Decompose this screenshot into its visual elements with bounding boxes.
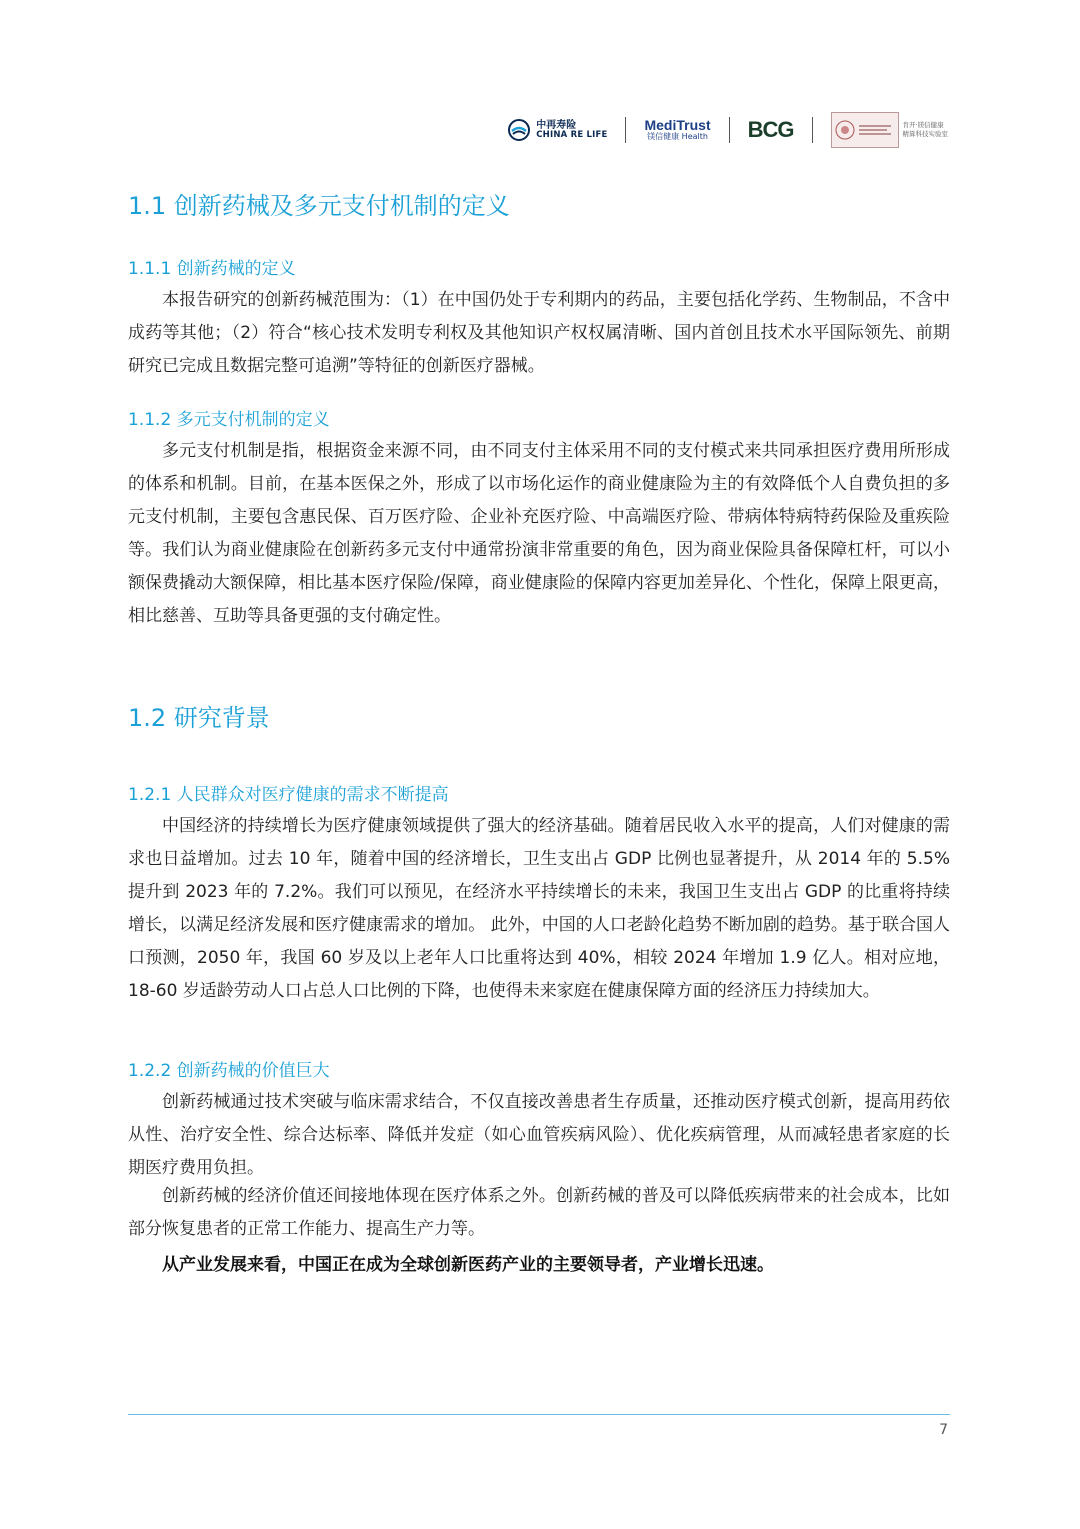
logo-divider: [729, 117, 730, 143]
meditrust-name: MediTrust: [644, 117, 711, 134]
section-1-2-2-paragraph-2: 创新药械的经济价值还间接地体现在医疗体系之外。创新药械的普及可以降低疾病带来的社会成本，比如部分恢复患者的正常工作能力、提高生产力等。: [128, 1186, 950, 1239]
header-logos: [508, 110, 948, 150]
section-1-2-2-paragraph-bold: 从产业发展来看，中国正在成为全球创新医药产业的主要领导者，产业增长迅速。: [162, 1255, 774, 1275]
pku-lab-logo: [831, 112, 949, 148]
china-re-life-logo: [508, 119, 607, 141]
bcg-logo: [748, 117, 794, 143]
meditrust-logo: [644, 118, 710, 141]
section-1-1-title: 1.1 创新药械及多元支付机制的定义: [128, 192, 510, 220]
section-1-1-1-paragraph: 本报告研究的创新药械范围为：（1）在中国仍处于专利期内的药品，主要包括化学药、生物制品，不含中成药等其他；（2）符合“核心技术发明专利权及其他知识产权权属清晰、国内首创且技术水平国际领先、前期研究已完成且数据完整可追溯”等特征的创新医疗器械。: [128, 290, 950, 376]
section-1-1-2-title: 1.1.2 多元支付机制的定义: [128, 410, 330, 430]
logo-divider: [625, 117, 626, 143]
meditrust-sub: 镁信健康 Health: [647, 132, 708, 142]
section-1-1-2-paragraph: 多元支付机制是指，根据资金来源不同，由不同支付主体采用不同的支付模式来共同承担医疗费用所形成的体系和机制。目前，在基本医保之外，形成了以市场化运作的商业健康险为主的有效降低个人自费负担的多元支付机制，主要包含惠民保、百万医疗险、企业补充医疗险、中高端医疗险、带病体特病特药保险及重疾险等。我们认为商业健康险在创新药多元支付中通常扮演非常重要的角色，因为商业保险具备保障杠杆，可以小额保费撬动大额保障，相比基本医疗保险/保障，商业健康险的保障内容更加差异化、个性化，保障上限更高，相比慈善、互助等具备更强的支付确定性。: [128, 441, 950, 626]
pku-lab-line1: 肯开·镁信健康: [902, 120, 944, 129]
section-1-2-title: 1.2 研究背景: [128, 704, 270, 732]
china-re-life-cn: 中再寿险: [536, 119, 577, 131]
section-1-1-1-title: 1.1.1 创新药械的定义: [128, 259, 296, 279]
pku-lab-line2: 精算科技实验室: [902, 130, 948, 138]
section-1-2-1-title: 1.2.1 人民群众对医疗健康的需求不断提高: [128, 785, 449, 805]
china-re-life-en: CHINA RE LIFE: [536, 129, 608, 140]
section-1-2-2-paragraph-1: 创新药械通过技术突破与临床需求结合，不仅直接改善患者生存质量，还推动医疗模式创新，提高用药依从性、治疗安全性、综合达标率、降低并发症（如心血管疾病风险）、优化疾病管理，从而减轻患者家庭的长期医疗费用负担。: [128, 1092, 950, 1178]
bcg-text: BCG: [747, 117, 794, 142]
pku-seal-icon: [831, 112, 899, 148]
section-1-2-1-paragraph: 中国经济的持续增长为医疗健康领域提供了强大的经济基础。随着居民收入水平的提高，人们对健康的需求也日益增加。过去 10 年，随着中国的经济增长，卫生支出占 GDP 比例也显著提升，从 2014 年的 5.5%提升到 2023 年的 7.2%。我们可以预见，在经济水平持续增长的未来，我国卫生支出占 GDP 的比重将持续增长，以满足经济发展和医疗健康需求的增加。 此外，中国的人口老龄化趋势不断加剧的趋势。基于联合国人口预测，2050 年，我国 60 岁及以上老年人口比重将达到 40%，相较 2024 年增加 1.9 亿人。相对应地，18-60 岁适龄劳动人口占总人口比例的下降，也使得未来家庭在健康保障方面的经济压力持续加大。: [128, 816, 950, 1001]
footer-divider: [128, 1414, 950, 1415]
page-number: 7: [939, 1422, 948, 1438]
section-1-2-2-title: 1.2.2 创新药械的价值巨大: [128, 1061, 330, 1081]
logo-divider: [812, 117, 813, 143]
china-re-life-icon: [508, 119, 530, 141]
